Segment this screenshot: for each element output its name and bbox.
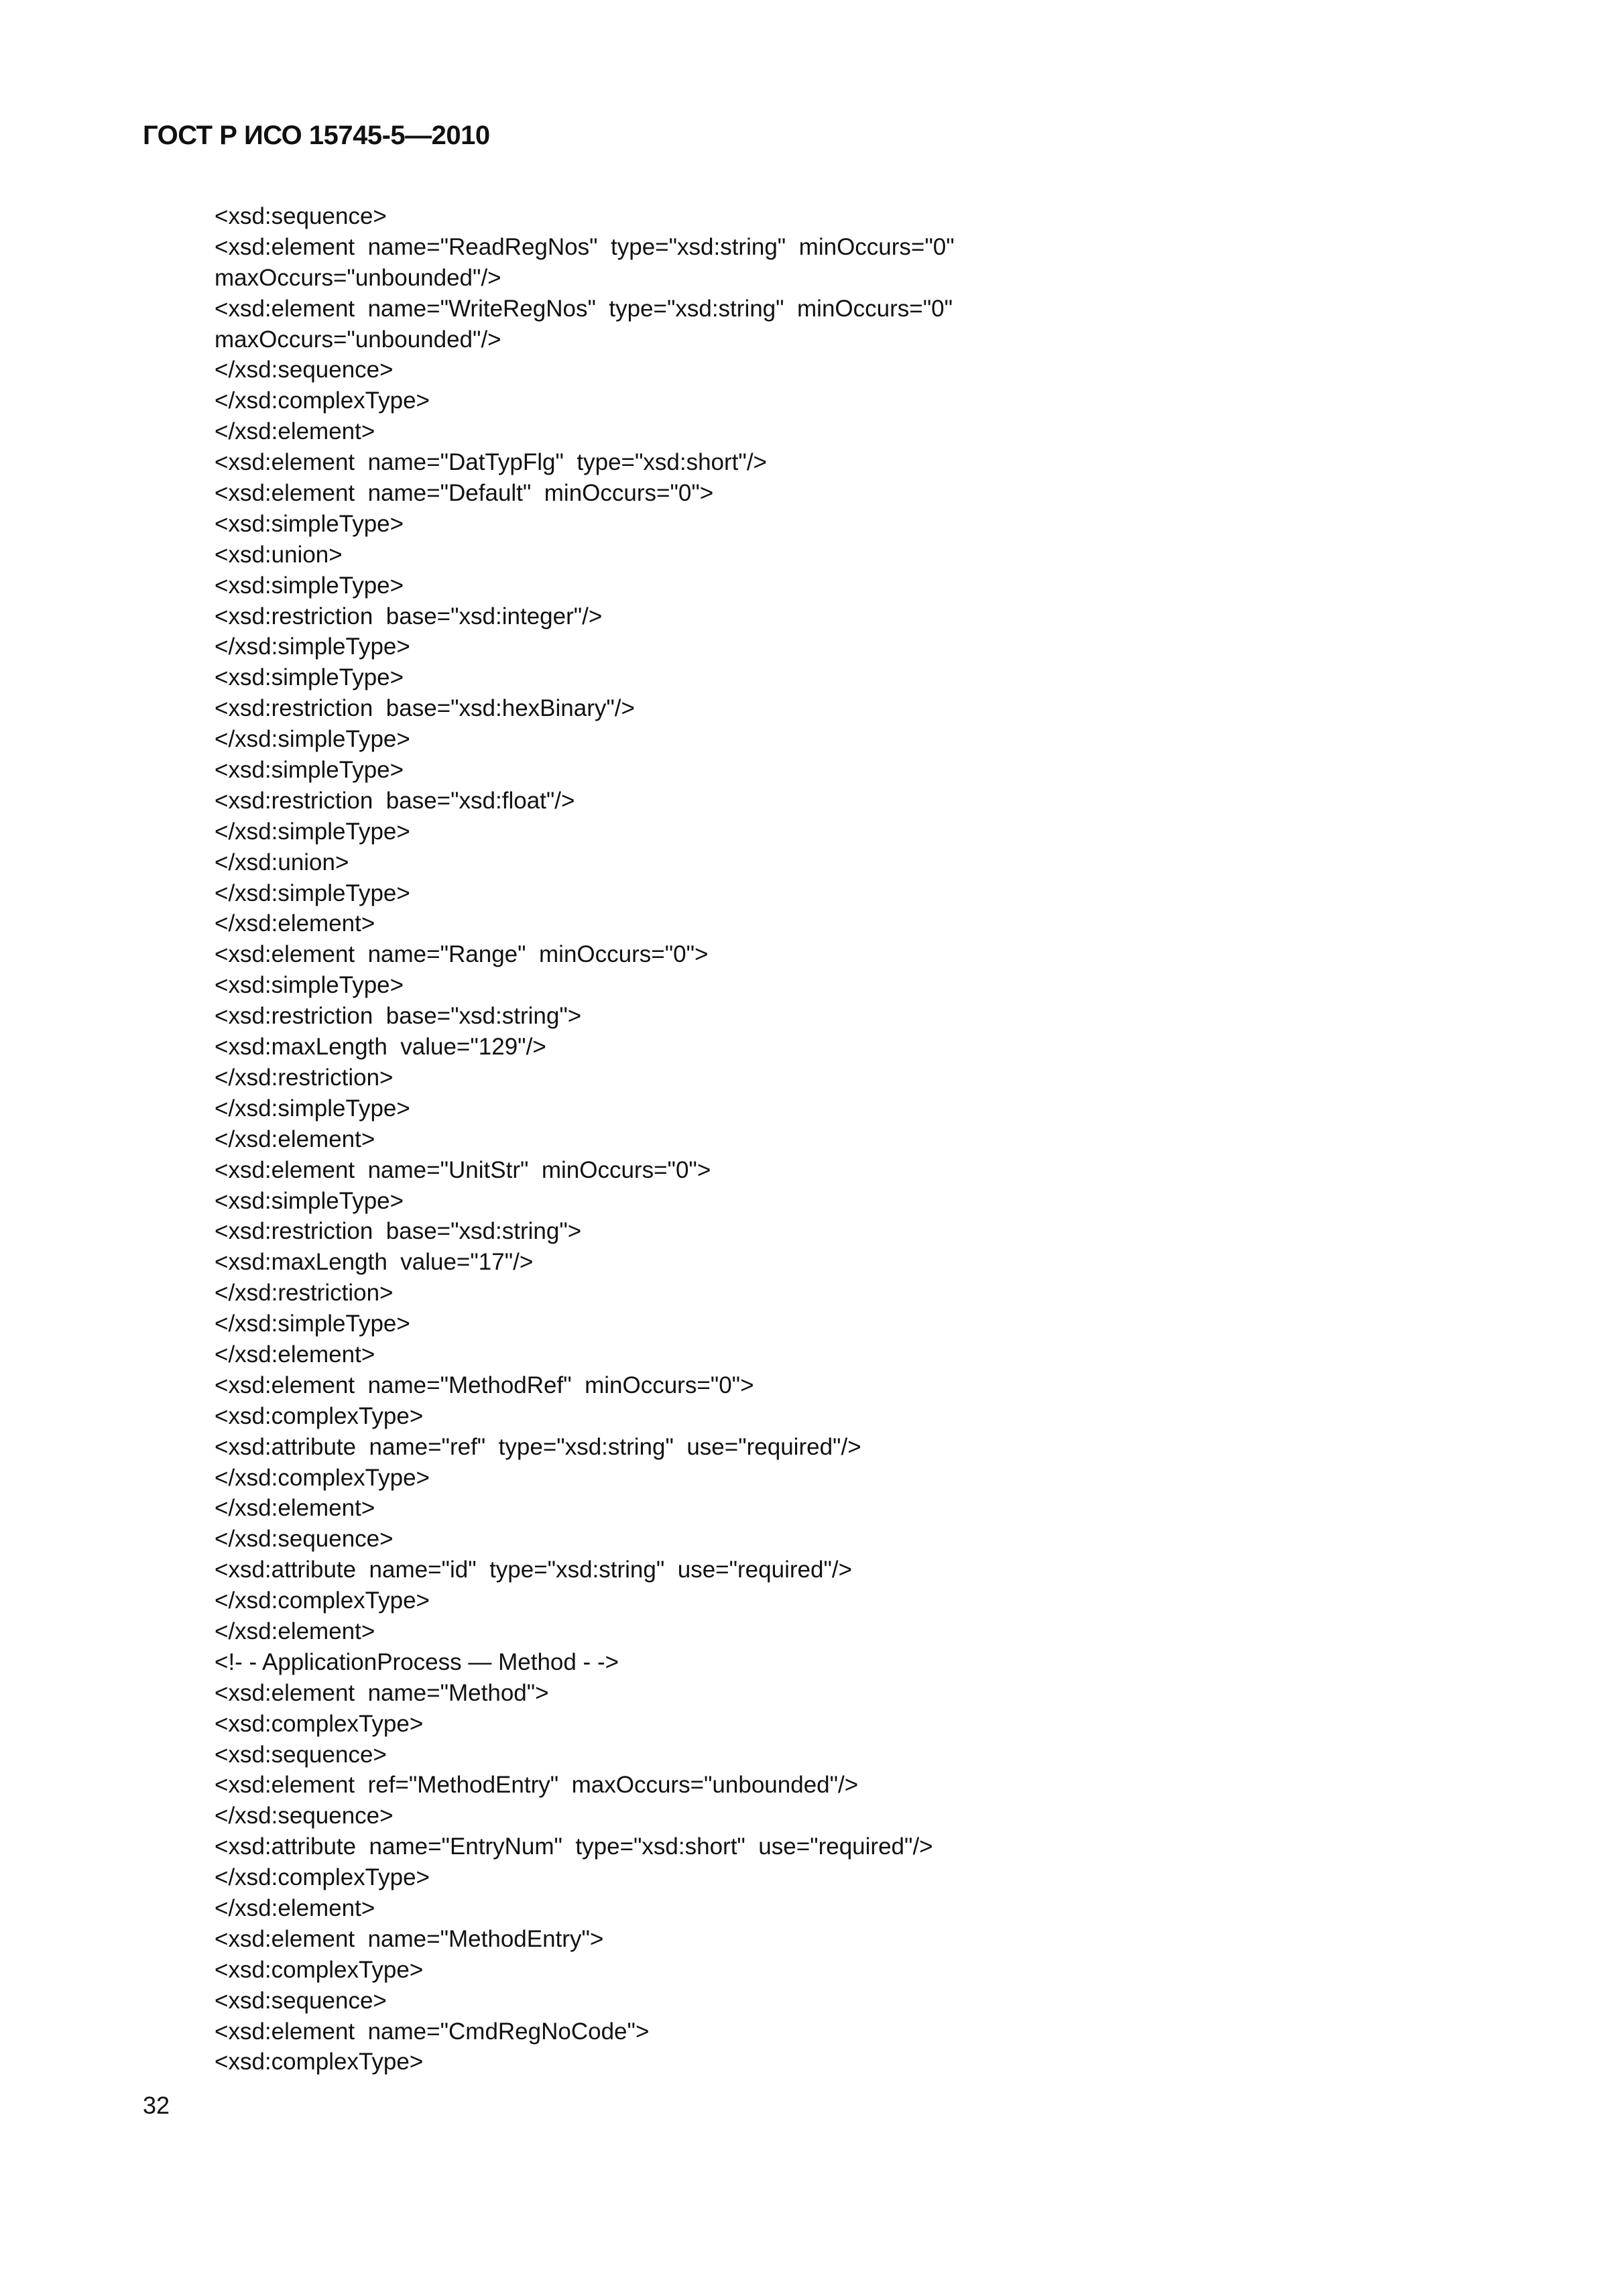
code-line: <xsd:element name="MethodRef" minOccurs="0"> xyxy=(215,1372,754,1398)
code-line: <xsd:simpleType> xyxy=(215,1187,404,1214)
code-line: <xsd:element name="Range" minOccurs="0"> xyxy=(215,941,709,968)
xsd-code-listing xyxy=(215,201,1099,2077)
code-line: </xsd:union> xyxy=(215,849,349,875)
code-line: <xsd:restriction base="xsd:integer"/> xyxy=(215,603,603,629)
code-line: <xsd:simpleType> xyxy=(215,664,404,691)
code-line: maxOccurs="unbounded"/> xyxy=(215,326,501,353)
code-line: maxOccurs="unbounded"/> xyxy=(215,264,501,291)
code-line: </xsd:element> xyxy=(215,1495,375,1522)
page-header: ГОСТ Р ИСО 15745-5—2010 xyxy=(143,121,490,150)
code-line: </xsd:complexType> xyxy=(215,387,430,414)
code-line: <xsd:attribute name="id" type="xsd:string" use="required"/> xyxy=(215,1557,853,1583)
code-line: <!- - ApplicationProcess — Method - -> xyxy=(215,1648,619,1675)
code-line: <xsd:element name="Method"> xyxy=(215,1679,549,1706)
code-line: <xsd:sequence> xyxy=(215,203,387,229)
code-line: </xsd:element> xyxy=(215,418,375,445)
code-line: </xsd:simpleType> xyxy=(215,818,410,845)
page-number: 32 xyxy=(143,2092,170,2119)
code-line: <xsd:simpleType> xyxy=(215,572,404,599)
code-line: <xsd:union> xyxy=(215,541,343,568)
code-line: <xsd:simpleType> xyxy=(215,510,404,537)
code-line: </xsd:element> xyxy=(215,910,375,937)
code-line: <xsd:complexType> xyxy=(215,1402,424,1429)
code-line: </xsd:restriction> xyxy=(215,1280,394,1307)
code-line: <xsd:element name="CmdRegNoCode"> xyxy=(215,2018,650,2045)
code-line: <xsd:element name="MethodEntry"> xyxy=(215,1925,604,1952)
code-line: <xsd:sequence> xyxy=(215,1987,387,2014)
code-line: </xsd:complexType> xyxy=(215,1464,430,1491)
code-line: <xsd:complexType> xyxy=(215,1710,424,1737)
code-line: </xsd:element> xyxy=(215,1894,375,1921)
code-line: </xsd:simpleType> xyxy=(215,880,410,906)
code-line: <xsd:element name="Default" minOccurs="0"> xyxy=(215,480,714,507)
code-line: <xsd:element ref="MethodEntry" maxOccurs="unbounded"/> xyxy=(215,1772,859,1799)
code-line: </xsd:complexType> xyxy=(215,1587,430,1614)
code-line: <xsd:element name="DatTypFlg" type="xsd:short"/> xyxy=(215,449,767,476)
code-line: </xsd:sequence> xyxy=(215,1526,394,1553)
code-line: </xsd:simpleType> xyxy=(215,1311,410,1337)
code-line: <xsd:restriction base="xsd:hexBinary"/> xyxy=(215,695,635,722)
code-line: </xsd:simpleType> xyxy=(215,1095,410,1122)
code-line: </xsd:simpleType> xyxy=(215,633,410,660)
code-line: </xsd:sequence> xyxy=(215,1803,394,1829)
code-line: <xsd:restriction base="xsd:string"> xyxy=(215,1218,582,1245)
code-line: <xsd:simpleType> xyxy=(215,757,404,784)
code-line: <xsd:attribute name="ref" type="xsd:string" use="required"/> xyxy=(215,1433,861,1460)
code-line: <xsd:maxLength value="129"/> xyxy=(215,1034,546,1061)
code-line: <xsd:element name="UnitStr" minOccurs="0"> xyxy=(215,1156,711,1183)
code-line: </xsd:element> xyxy=(215,1126,375,1152)
code-line: </xsd:simpleType> xyxy=(215,726,410,753)
code-line: </xsd:sequence> xyxy=(215,357,394,383)
code-line: </xsd:restriction> xyxy=(215,1064,394,1091)
code-line: <xsd:element name="WriteRegNos" type="xsd:string" minOccurs="0" xyxy=(215,295,953,322)
code-line: <xsd:complexType> xyxy=(215,1956,424,1983)
code-line: <xsd:complexType> xyxy=(215,2049,424,2075)
code-line: </xsd:complexType> xyxy=(215,1864,430,1891)
code-line: <xsd:attribute name="EntryNum" type="xsd:short" use="required"/> xyxy=(215,1833,933,1860)
code-line: </xsd:element> xyxy=(215,1618,375,1644)
code-line: <xsd:element name="ReadRegNos" type="xsd:string" minOccurs="0" xyxy=(215,233,955,260)
code-line: <xsd:simpleType> xyxy=(215,972,404,999)
code-line: <xsd:restriction base="xsd:string"> xyxy=(215,1003,582,1030)
code-line: <xsd:sequence> xyxy=(215,1741,387,1768)
code-line: </xsd:element> xyxy=(215,1341,375,1368)
code-line: <xsd:maxLength value="17"/> xyxy=(215,1249,534,1276)
code-line: <xsd:restriction base="xsd:float"/> xyxy=(215,787,575,814)
